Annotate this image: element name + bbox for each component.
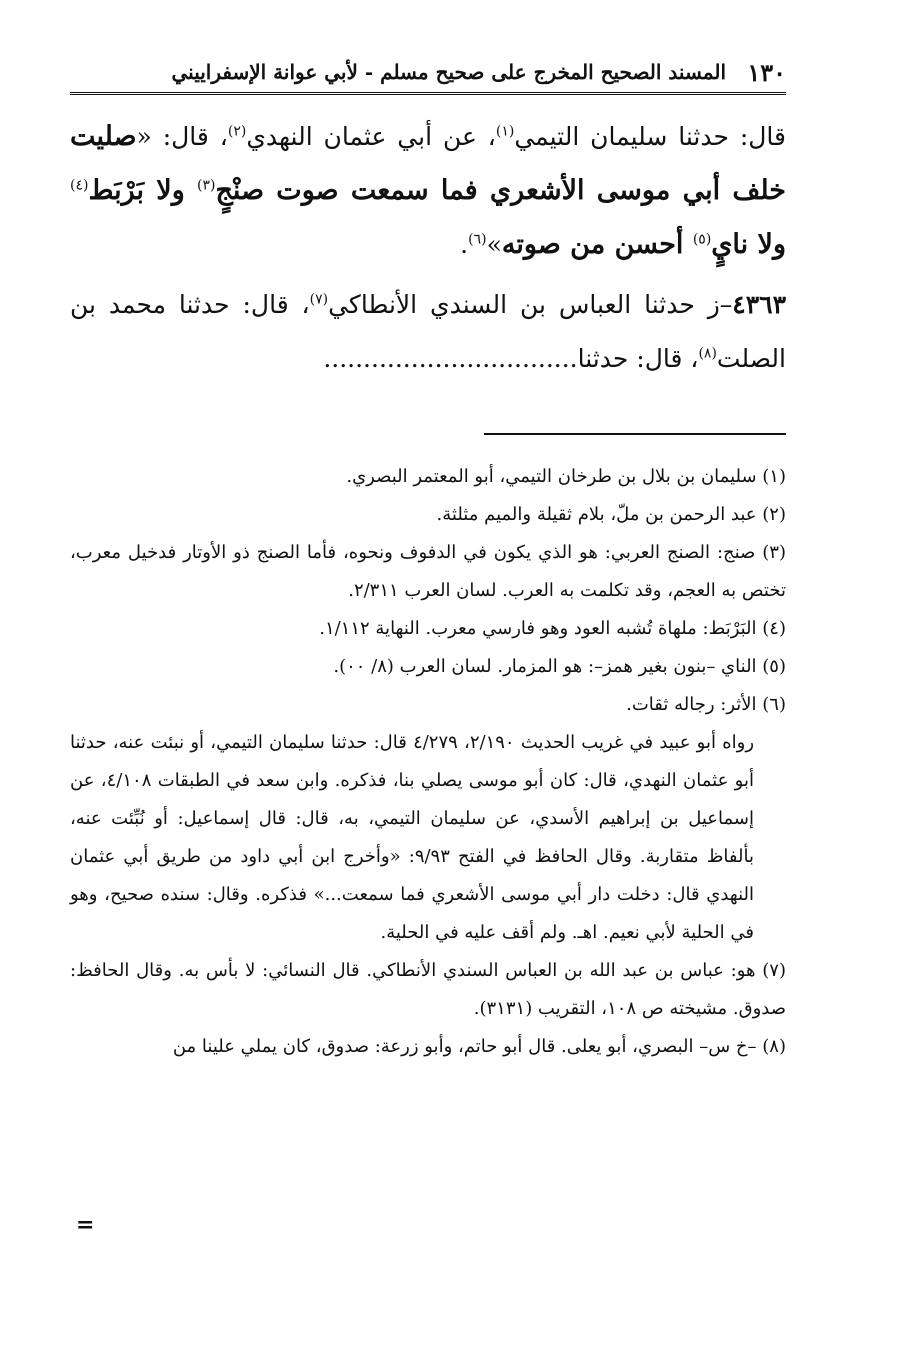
text-run: قال: حدثنا سليمان التيمي	[514, 122, 786, 151]
bold-text-run: ولا نايٍ	[711, 229, 786, 260]
footnote-ref-3[interactable]: (٣)	[197, 177, 216, 194]
footnote-6-body: رواه أبو عبيد في غريب الحديث ٢/١٩٠، ٤/٢٧٩ قال: حدثنا سليمان التيمي، أو نبئت عنه، حدثنا أبو عثمان النهدي، قال: كان أبو موسى يصلي بنا، فذكره. وابن سعد في الطبقات ٤/١٠٨، عن إسماعيل بن إبراهيم الأسدي، عن سليمان التيمي، به، قال: قال إسماعيل: أو نُبِّئت عنه، بألفاظ متقاربة. وقال الحافظ في الفتح ٩/٩٣: «وأخرج ابن أبي داود من طريق أبي عثمان النهدي قال: دخلت دار أبي موسى الأشعري فما سمعت...» فذكره. وقال: سنده صحيح، وهو في الحلية لأبي نعيم. اهـ. ولم أقف عليه في الحلية.	[70, 732, 755, 943]
footnote-2: (٢) عبد الرحمن بن ملّ، بلام ثقيلة والميم مثلثة.	[436, 504, 786, 525]
footnote-ref-2[interactable]: (٢)	[227, 123, 247, 140]
main-text	[70, 110, 786, 386]
bold-text-run: ولا بَرْبَط	[88, 175, 198, 206]
text-run: ، قال: حدثنا محمد بن الصلت	[70, 290, 786, 373]
text-run: ، قال: حدثنا	[577, 344, 699, 373]
footnote-1: (١) سليمان بن بلال بن طرخان التيمي، أبو المعتمر البصري.	[346, 466, 786, 487]
paragraph-1	[70, 110, 786, 272]
footnote-ref-6[interactable]: (٦)	[468, 231, 487, 248]
paragraph-2	[70, 278, 786, 386]
bold-text-run: أحسن من صوته	[501, 229, 693, 260]
text-run: ، قال: «	[136, 122, 228, 151]
footnotes	[70, 458, 786, 1066]
footnote-6: (٦) الأثر: رجاله ثقات.	[626, 694, 786, 715]
hadith-number: ٤٣٦٣	[732, 290, 786, 319]
running-title: المسند الصحيح المخرج على صحيح مسلم - لأبي عوانة الإسفراييني	[171, 60, 726, 84]
footnote-7: (٧) هو: عباس بن عبد الله بن العباس السندي الأنطاكي. قال النسائي: لا بأس به. وقال الحافظ: صدوق. مشيخته ص ١٠٨، التقريب (٣١٣١).	[70, 960, 786, 1019]
footnote-3: (٣) صنج: الصنج العربي: هو الذي يكون في الدفوف ونحوه، فأما الصنج ذو الأوتار فدخيل معرب، تختص به العجم، وقد تكلمت به العرب. لسان العرب ٢/٣١١.	[70, 542, 786, 601]
text-run: .	[460, 230, 469, 259]
running-header	[70, 58, 786, 90]
footnote-separator	[484, 433, 786, 435]
footnote-ref-5[interactable]: (٥)	[692, 231, 712, 248]
text-run: ، عن أبي عثمان النهدي	[246, 122, 496, 151]
continuation-mark: =	[76, 1212, 95, 1238]
footnote-8: (٨) –خ س– البصري، أبو يعلى. قال أبو حاتم، وأبو زرعة: صدوق، كان يملي علينا من	[172, 1036, 786, 1057]
text-run: –ز حدثنا العباس بن السندي الأنطاكي	[328, 290, 733, 319]
footnote-ref-4[interactable]: (٤)	[70, 177, 89, 194]
bold-text-run: صليت خلف أبي موسى الأشعري فما سمعت صوت صنْجٍ	[70, 121, 786, 206]
footnote-ref-1[interactable]: (١)	[495, 123, 515, 140]
page-number: ١٣٠	[747, 58, 786, 87]
header-rule	[70, 92, 786, 95]
continuation-dots: ................................	[323, 344, 578, 373]
footnote-ref-7[interactable]: (٧)	[309, 291, 329, 308]
footnote-ref-8[interactable]: (٨)	[698, 345, 717, 362]
footnote-5: (٥) الناي –بنون بغير همز–: هو المزمار. لسان العرب (٨/ ٠٠).	[333, 656, 786, 677]
text-run: »	[486, 230, 502, 259]
footnote-4: (٤) البَرْبَط: ملهاة تُشبه العود وهو فارسي معرب. النهاية ١/١١٢.	[319, 618, 786, 639]
